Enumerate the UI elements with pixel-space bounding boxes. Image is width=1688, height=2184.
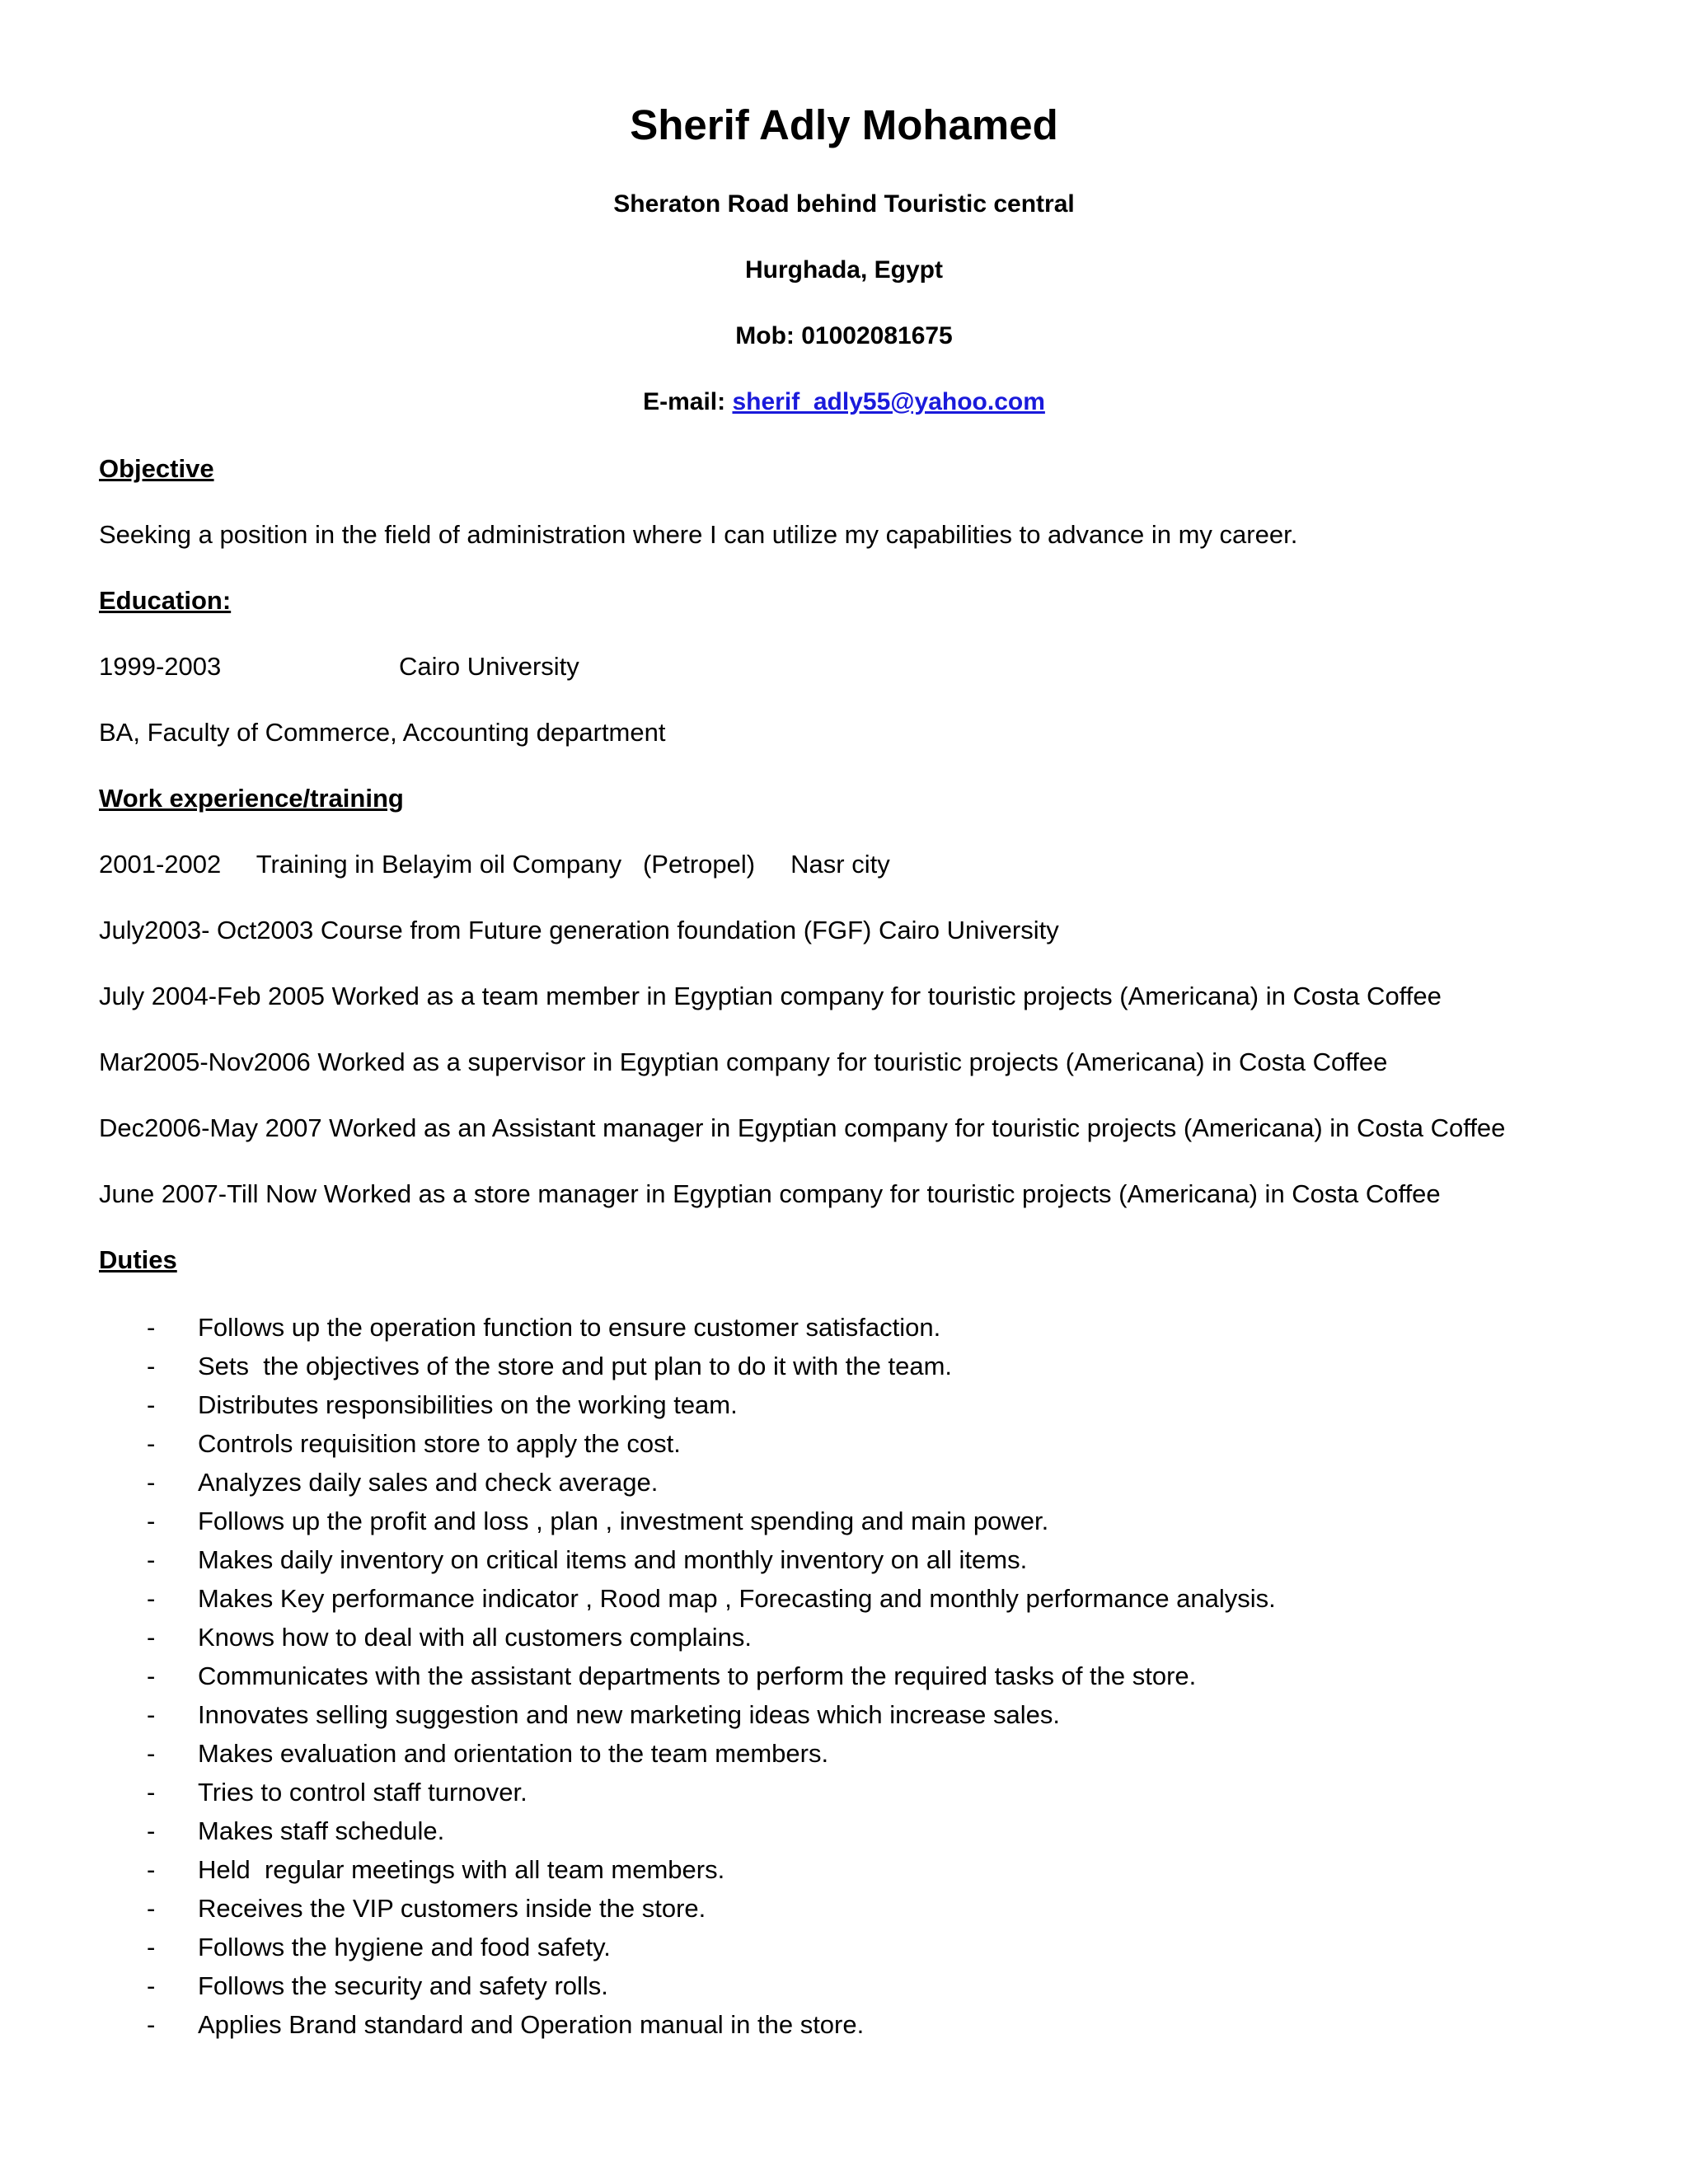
duty-text: Controls requisition store to apply the cost. — [198, 1429, 681, 1458]
bullet-dash: - — [147, 1584, 156, 1613]
bullet-dash: - — [147, 1855, 156, 1884]
bullet-dash: - — [147, 1623, 156, 1652]
duty-item — [0, 1930, 1688, 1969]
duty-text: Distributes responsibilities on the working team. — [198, 1390, 738, 1419]
duty-text: Tries to control staff turnover. — [198, 1778, 528, 1807]
bullet-dash: - — [147, 1816, 156, 1845]
duty-item — [0, 1504, 1688, 1543]
duty-text: Makes staff schedule. — [198, 1816, 445, 1845]
duty-item — [0, 1659, 1688, 1698]
bullet-dash: - — [147, 1894, 156, 1923]
bullet-dash: - — [147, 1778, 156, 1807]
work-item: Dec2006-May 2007 Worked as an Assistant manager in Egyptian company for touristic projects (Americana) in Costa Coffee — [99, 1113, 1506, 1142]
bullet-dash: - — [147, 1390, 156, 1419]
duty-text: Makes Key performance indicator , Rood map , Forecasting and monthly performance analysis. — [198, 1584, 1276, 1613]
bullet-dash: - — [147, 1933, 156, 1961]
duty-item — [0, 1891, 1688, 1930]
work-item: June 2007-Till Now Worked as a store manager in Egyptian company for touristic projects (Americana) in Costa Coffee — [99, 1179, 1441, 1208]
bullet-dash: - — [147, 1971, 156, 2000]
duty-item — [0, 1582, 1688, 1620]
bullet-dash: - — [147, 1313, 156, 1342]
duty-text: Analyzes daily sales and check average. — [198, 1468, 659, 1497]
duty-text: Communicates with the assistant departments to perform the required tasks of the store. — [198, 1661, 1197, 1690]
education-years: 1999-2003 — [99, 652, 222, 681]
education-heading: Education: — [99, 586, 232, 615]
bullet-dash: - — [147, 1661, 156, 1690]
duty-text: Knows how to deal with all customers complains. — [198, 1623, 752, 1652]
duties-list — [0, 1310, 1688, 2046]
duty-item — [0, 1775, 1688, 1814]
duty-text: Receives the VIP customers inside the store. — [198, 1894, 706, 1923]
duty-text: Applies Brand standard and Operation manual in the store. — [198, 2010, 865, 2039]
bullet-dash: - — [147, 1429, 156, 1458]
education-institution: Cairo University — [399, 652, 579, 681]
duty-text: Sets the objectives of the store and put plan to do it with the team. — [198, 1352, 953, 1380]
objective-heading: Objective — [99, 454, 214, 483]
duty-item — [0, 1427, 1688, 1465]
duty-text: Makes daily inventory on critical items and monthly inventory on all items. — [198, 1545, 1028, 1574]
bullet-dash: - — [147, 1739, 156, 1768]
duty-text: Follows the security and safety rolls. — [198, 1971, 608, 2000]
bullet-dash: - — [147, 2010, 156, 2039]
duty-text: Follows up the profit and loss , plan , investment spending and main power. — [198, 1507, 1049, 1535]
duty-item — [0, 1698, 1688, 1736]
email-line — [0, 386, 1688, 419]
duty-text: Makes evaluation and orientation to the team members. — [198, 1739, 829, 1768]
mobile-line: Mob: 01002081675 — [735, 322, 953, 349]
email-link[interactable]: sherif_adly55@yahoo.com — [732, 388, 1045, 415]
duty-item — [0, 1853, 1688, 1891]
duty-item — [0, 2008, 1688, 2046]
bullet-dash: - — [147, 1507, 156, 1535]
duty-item — [0, 1465, 1688, 1504]
duty-item — [0, 1969, 1688, 2008]
duty-text: Follows the hygiene and food safety. — [198, 1933, 611, 1961]
duty-item — [0, 1543, 1688, 1582]
duty-text: Held regular meetings with all team members. — [198, 1855, 725, 1884]
bullet-dash: - — [147, 1468, 156, 1497]
duty-item — [0, 1736, 1688, 1775]
duty-item — [0, 1620, 1688, 1659]
email-label: E-mail: — [643, 388, 726, 415]
work-item: July2003- Oct2003 Course from Future generation foundation (FGF) Cairo University — [99, 916, 1059, 944]
candidate-name: Sherif Adly Mohamed — [630, 101, 1058, 148]
objective-text: Seeking a position in the field of administration where I can utilize my capabilities to advance in my career. — [99, 520, 1298, 549]
duty-item — [0, 1310, 1688, 1349]
work-item: 2001-2002 Training in Belayim oil Company (Petropel) Nasr city — [99, 850, 890, 879]
city-line: Hurghada, Egypt — [744, 256, 943, 284]
work-item: July 2004-Feb 2005 Worked as a team member in Egyptian company for touristic projects (Americana) in Costa Coffee — [99, 982, 1442, 1010]
bullet-dash: - — [147, 1352, 156, 1380]
duty-item — [0, 1349, 1688, 1388]
work-item: Mar2005-Nov2006 Worked as a supervisor in Egyptian company for touristic projects (Americana) in Costa Coffee — [99, 1047, 1388, 1076]
duty-text: Innovates selling suggestion and new marketing ideas which increase sales. — [198, 1700, 1060, 1729]
bullet-dash: - — [147, 1700, 156, 1729]
work-heading: Work experience/training — [99, 784, 404, 813]
duties-heading: Duties — [99, 1245, 177, 1274]
address-line: Sheraton Road behind Touristic central — [613, 190, 1075, 218]
duty-item — [0, 1388, 1688, 1427]
education-degree: BA, Faculty of Commerce, Accounting department — [99, 718, 666, 747]
duty-item — [0, 1814, 1688, 1853]
bullet-dash: - — [147, 1545, 156, 1574]
duty-text: Follows up the operation function to ensure customer satisfaction. — [198, 1313, 941, 1342]
